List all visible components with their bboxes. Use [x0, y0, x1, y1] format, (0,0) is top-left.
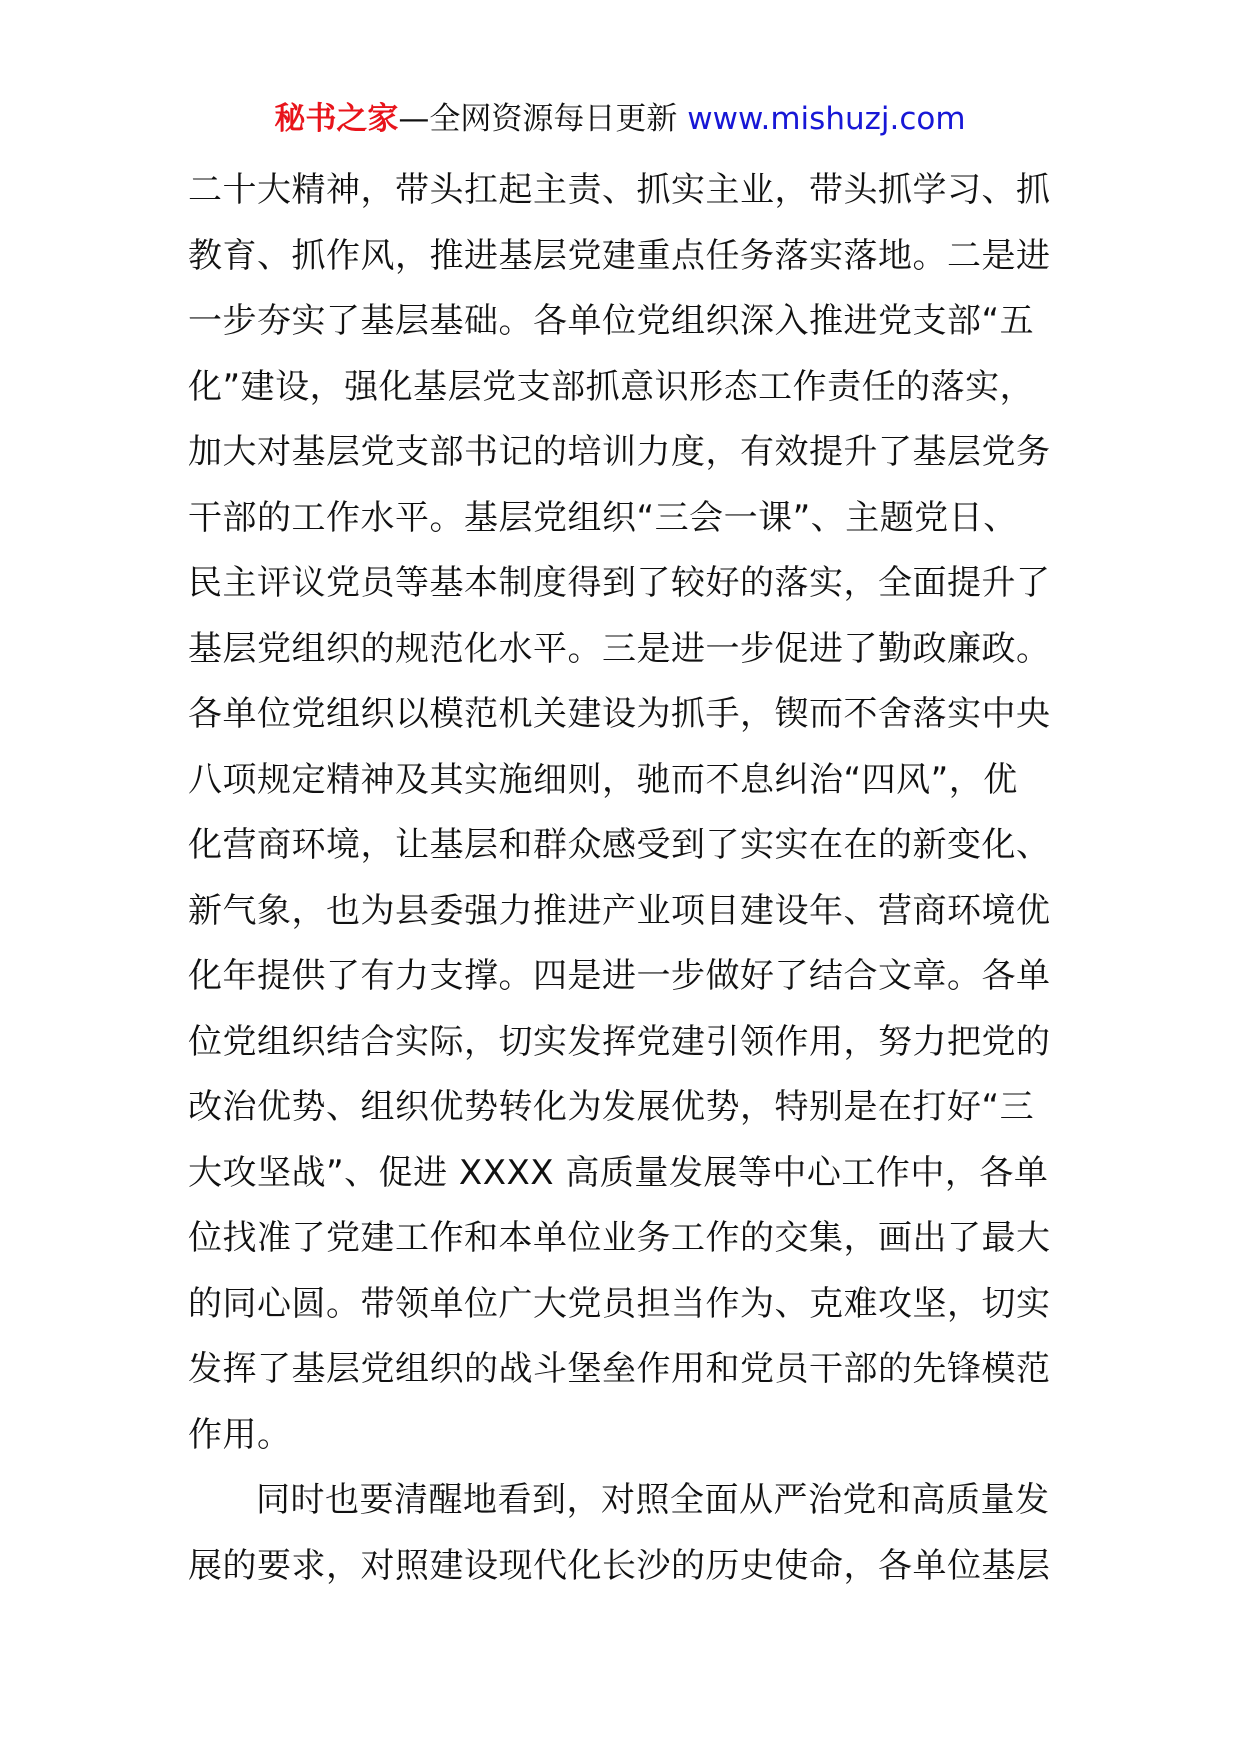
text-line: 大攻坚战”、促进 XXXX 高质量发展等中心工作中，各单 — [188, 1152, 1049, 1193]
text-line: 八项规定精神及其实施细则，驰而不息纠治“四风”，优 — [188, 759, 1018, 800]
text-line: 新气象，也为县委强力推进产业项目建设年、营商环境优 — [188, 890, 1051, 931]
text-line: 改治优势、组织优势转化为发展优势，特别是在打好“三 — [188, 1087, 1035, 1127]
text-line: 化年提供了有力支撑。四是进一步做好了结合文章。各单 — [188, 956, 1051, 996]
text-line: 化营商环境，让基层和群众感受到了实实在在的新变化、 — [188, 825, 1051, 865]
text-line: 展的要求，对照建设现代化长沙的历史使命，各单位基层 — [188, 1545, 1051, 1586]
text-line: 作用。 — [188, 1414, 292, 1455]
paragraph — [188, 158, 1058, 1468]
text-line: 干部的工作水平。基层党组织“三会一课”、主题党日、 — [188, 497, 1018, 538]
text-line: 基层党组织的规范化水平。三是进一步促进了勤政廉政。 — [188, 628, 1051, 669]
site-header — [0, 98, 1240, 140]
brand-name: 秘书之家 — [274, 101, 399, 137]
document-body — [188, 158, 1058, 1599]
text-line: 的同心圆。带领单位广大党员担当作为、克难攻坚，切实 — [188, 1283, 1051, 1324]
paragraph — [188, 1468, 1058, 1599]
text-line: 发挥了基层党组织的战斗堡垒作用和党员干部的先锋模范 — [188, 1349, 1051, 1389]
text-line: 同时也要清醒地看到，对照全面从严治党和高质量发 — [256, 1480, 1050, 1520]
text-line: 加大对基层党支部书记的培训力度，有效提升了基层党务 — [188, 432, 1051, 472]
text-line: 化”建设，强化基层党支部抓意识形态工作责任的落实， — [188, 366, 1035, 407]
text-line: 二十大精神，带头扛起主责、抓实主业，带头抓学习、抓 — [188, 170, 1051, 210]
text-line: 位党组织结合实际，切实发挥党建引领作用，努力把党的 — [188, 1021, 1051, 1062]
text-line: 一步夯实了基层基础。各单位党组织深入推进党支部“五 — [188, 301, 1035, 341]
text-line: 各单位党组织以模范机关建设为抓手，锲而不舍落实中央 — [188, 694, 1051, 734]
site-url-link[interactable]: www.mishuzj.com — [687, 101, 966, 137]
text-line: 教育、抓作风，推进基层党建重点任务落实落地。二是进 — [188, 235, 1051, 276]
header-tagline: —全网资源每日更新 — [398, 101, 688, 137]
text-line: 民主评议党员等基本制度得到了较好的落实，全面提升了 — [188, 563, 1051, 603]
text-line: 位找准了党建工作和本单位业务工作的交集，画出了最大 — [188, 1218, 1051, 1258]
